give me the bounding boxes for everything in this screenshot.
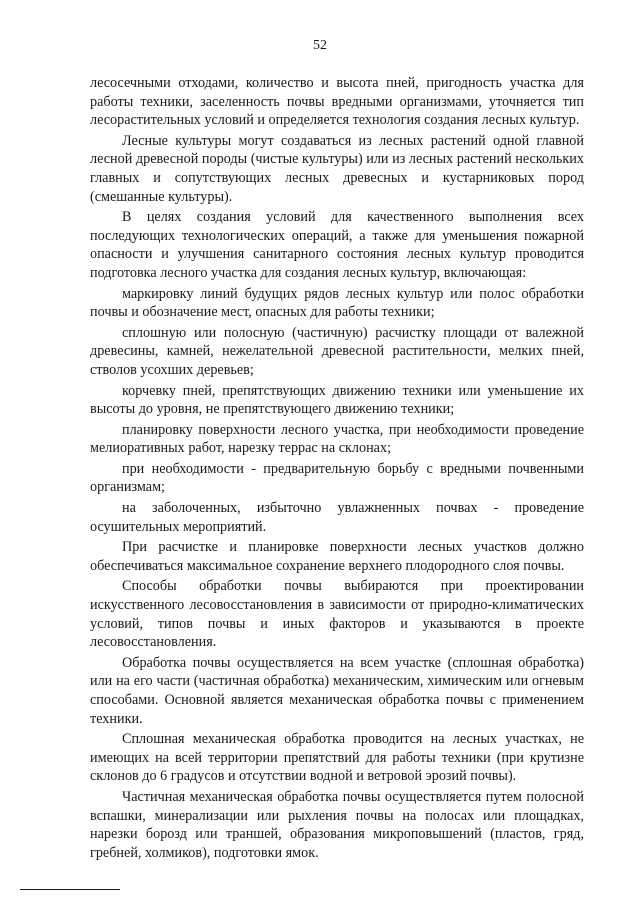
paragraph: При расчистке и планировке поверхности лесных участков должно обеспечиваться максимальное сохранение верхнего плодородного слоя почвы.: [90, 539, 584, 574]
paragraph: Обработка почвы осуществляется на всем участке (сплошная обработка) или на его части (частичная обработка) механическим, химическим или огневым способами. Основной является механическая обработка почвы с применением техники.: [90, 654, 584, 727]
list-item: корчевку пней, препятствующих движению техники или уменьшение их высоты до уровня, не препятствующего движению техники;: [90, 382, 584, 418]
list-item: маркировку линий будущих рядов лесных культур или полос обработки почвы и обозначение мест, опасных для работы техники;: [90, 285, 584, 321]
list-item: на заболоченных, избыточно увлажненных почвах - проведение осушительных мероприятий.: [90, 500, 584, 535]
list-item: при необходимости - предварительную борьбу с вредными почвенными организмам;: [90, 460, 584, 496]
paragraph: Способы обработки почвы выбираются при проектировании искусственного лесовосстановления в зависимости от природно-климатических условий, типов почвы и иных факторов и указываются в проекте лесовосстановления.: [90, 578, 584, 651]
list-item: сплошную или полосную (частичную) расчистку площади от валежной древесины, камней, нежелательной древесной растительности, мелких пней, стволов усохших деревьев;: [90, 324, 584, 378]
footnote-rule: [20, 889, 120, 890]
paragraph: Лесные культуры могут создаваться из лесных растений одной главной лесной древесной породы (чистые культуры) или из лесных растений нескольких главных и сопутствующих лесных древесных и кустарниковых пород (смешанные культуры).: [90, 132, 584, 205]
paragraph: Частичная механическая обработка почвы осуществляется путем полосной вспашки, минерализации или рыхления почвы на полосах или площадках, нарезки борозд или траншей, образования микроповышений (пластов, гряд, гребней, холмиков), подготовки ямок.: [90, 788, 584, 861]
paragraph: Сплошная механическая обработка проводится на лесных участках, не имеющих на всей территории препятствий для работы техники (при крутизне склонов до 6 градусов и отсутствии водной и ветровой эрозий почвы).: [90, 731, 584, 785]
document-body: [90, 74, 584, 864]
list-item: планировку поверхности лесного участка, при необходимости проведение мелиоративных работ, нарезку террас на склонах;: [90, 421, 584, 457]
paragraph: В целях создания условий для качественного выполнения всех последующих технологических операций, а также для уменьшения пожарной опасности и улучшения санитарного состояния лесных культур проводится подготовка лесного участка для создания лесных культур, включающая:: [90, 209, 584, 281]
paragraph-continuation: лесосечными отходами, количество и высота пней, пригодность участка для работы техники, заселенность почвы вредными организмами, уточняется тип лесорастительных условий и определяется технология создания лесных культур.: [90, 75, 584, 129]
page-number: 52: [313, 38, 327, 53]
